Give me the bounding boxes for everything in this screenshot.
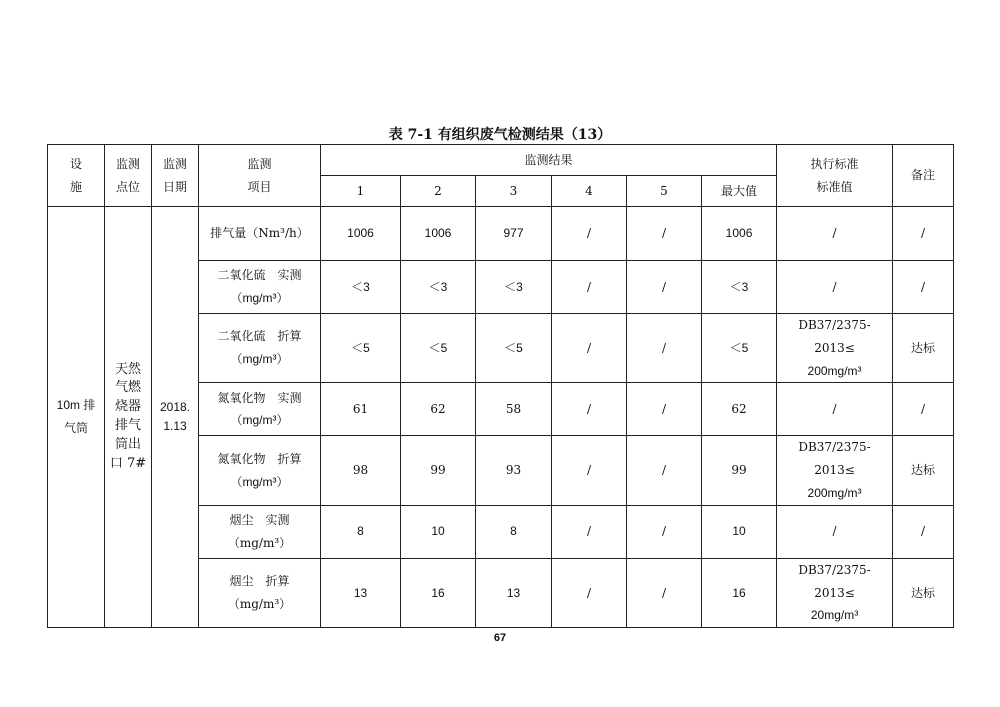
value-cell: 977 [476, 207, 552, 261]
standard-cell: / [777, 383, 893, 436]
max-value-cell: ＜5 [702, 314, 777, 383]
facility-cell: 10m 排 气筒 [48, 207, 105, 628]
value-cell: / [552, 314, 627, 383]
value-cell: 10 [401, 505, 476, 558]
page-number: 67 [493, 632, 507, 644]
header-date: 监测 日期 [152, 145, 199, 207]
header-remark: 备注 [893, 145, 954, 207]
value-cell: 62 [401, 383, 476, 436]
header-col-5: 5 [627, 176, 702, 207]
header-col-1: 1 [321, 176, 401, 207]
value-cell: / [627, 505, 702, 558]
standard-cell: / [777, 207, 893, 261]
item-cell: 排气量（Nm³/h） [199, 207, 321, 261]
value-cell: / [627, 558, 702, 627]
value-cell: / [552, 207, 627, 261]
value-cell: 13 [321, 558, 401, 627]
remark-cell: 达标 [893, 314, 954, 383]
header-col-max: 最大值 [702, 176, 777, 207]
value-cell: / [552, 383, 627, 436]
monitoring-date-cell: 2018. 1.13 [152, 207, 199, 628]
standard-cell: DB37/2375-2013≤ 20mg/m³ [777, 558, 893, 627]
standard-cell: DB37/2375-2013≤ 200mg/m³ [777, 436, 893, 505]
value-cell: ＜3 [321, 261, 401, 314]
header-standard: 执行标准 标准值 [777, 145, 893, 207]
value-cell: 93 [476, 436, 552, 505]
value-cell: 61 [321, 383, 401, 436]
value-cell: 58 [476, 383, 552, 436]
table-title: 表 7-1 有组织废气检测结果（13） [388, 127, 612, 143]
value-cell: 1006 [401, 207, 476, 261]
item-cell: 氮氧化物 折算 （mg/m³） [199, 436, 321, 505]
standard-cell: / [777, 505, 893, 558]
exhaust-results-table [47, 144, 954, 628]
remark-cell: 达标 [893, 436, 954, 505]
header-col-4: 4 [552, 176, 627, 207]
header-facility: 设 施 [48, 145, 105, 207]
item-cell: 烟尘 实测（mg/m³） [199, 505, 321, 558]
item-cell: 二氧化硫 实测 （mg/m³） [199, 261, 321, 314]
max-value-cell: ＜3 [702, 261, 777, 314]
value-cell: / [552, 505, 627, 558]
value-cell: / [552, 436, 627, 505]
remark-cell: / [893, 505, 954, 558]
table-row [48, 207, 954, 261]
max-value-cell: 99 [702, 436, 777, 505]
value-cell: ＜5 [321, 314, 401, 383]
value-cell: 13 [476, 558, 552, 627]
monitoring-point-cell: 天然 气燃 烧器 排气 筒出 口 7# [105, 207, 152, 628]
value-cell: / [552, 558, 627, 627]
value-cell: 99 [401, 436, 476, 505]
value-cell: ＜3 [476, 261, 552, 314]
header-col-2: 2 [401, 176, 476, 207]
header-results: 监测结果 [321, 145, 777, 176]
header-col-3: 3 [476, 176, 552, 207]
value-cell: ＜5 [401, 314, 476, 383]
remark-cell: / [893, 383, 954, 436]
value-cell: / [627, 261, 702, 314]
max-value-cell: 62 [702, 383, 777, 436]
item-cell: 氮氧化物 实测 （mg/m³） [199, 383, 321, 436]
remark-cell: / [893, 207, 954, 261]
value-cell: 98 [321, 436, 401, 505]
value-cell: 8 [476, 505, 552, 558]
max-value-cell: 16 [702, 558, 777, 627]
max-value-cell: 10 [702, 505, 777, 558]
item-cell: 烟尘 折算（mg/m³） [199, 558, 321, 627]
header-point: 监测 点位 [105, 145, 152, 207]
header-item: 监测 项目 [199, 145, 321, 207]
value-cell: / [627, 207, 702, 261]
value-cell: 8 [321, 505, 401, 558]
max-value-cell: 1006 [702, 207, 777, 261]
value-cell: ＜3 [401, 261, 476, 314]
value-cell: / [627, 383, 702, 436]
standard-cell: DB37/2375-2013≤ 200mg/m³ [777, 314, 893, 383]
value-cell: 16 [401, 558, 476, 627]
standard-cell: / [777, 261, 893, 314]
item-cell: 二氧化硫 折算 （mg/m³） [199, 314, 321, 383]
value-cell: / [552, 261, 627, 314]
value-cell: ＜5 [476, 314, 552, 383]
remark-cell: / [893, 261, 954, 314]
value-cell: / [627, 314, 702, 383]
remark-cell: 达标 [893, 558, 954, 627]
value-cell: 1006 [321, 207, 401, 261]
value-cell: / [627, 436, 702, 505]
